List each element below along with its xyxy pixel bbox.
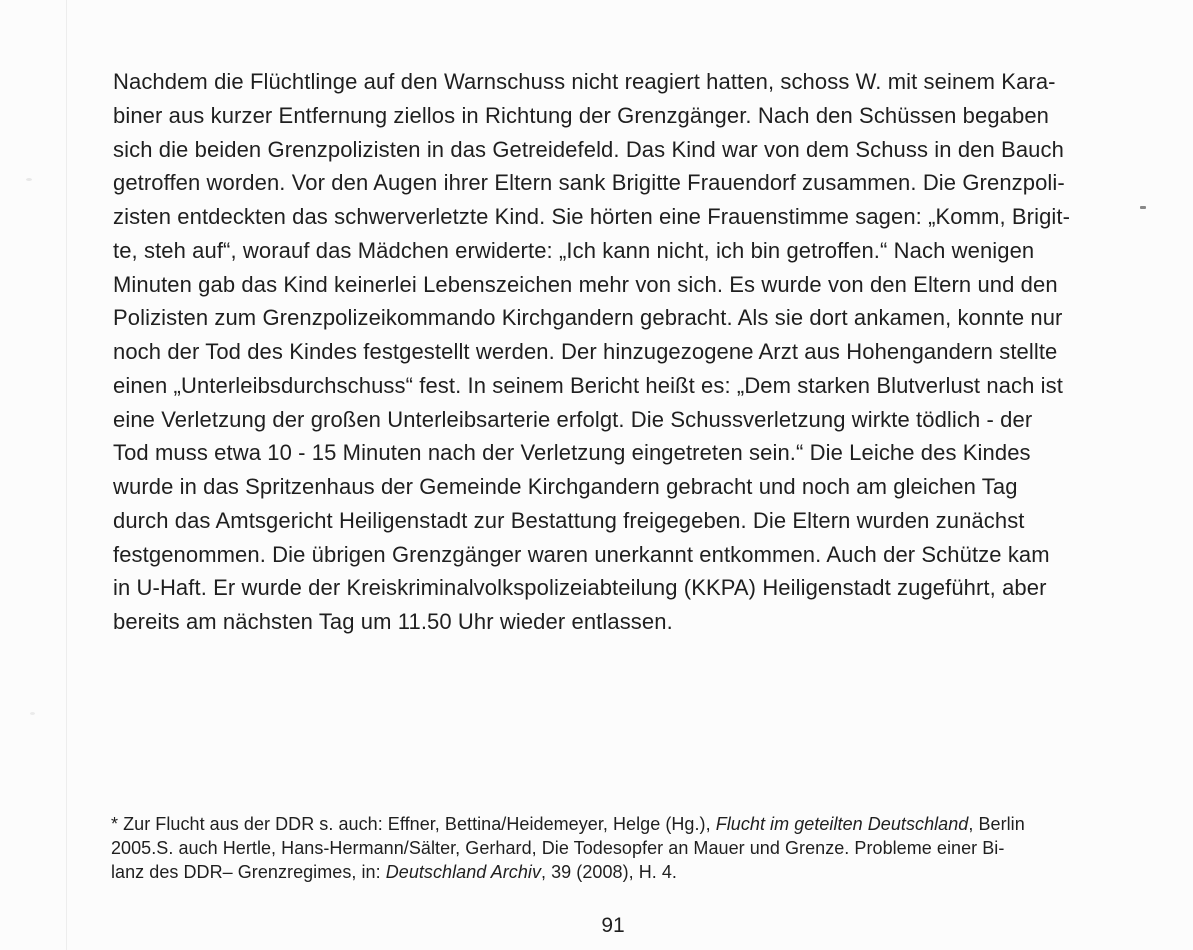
footnote-text: 2005.S. auch Hertle, Hans-Hermann/Sälter, Gerhard, Die Todesopfer an Mauer und Grenze. Probleme einer Bi- — [111, 837, 1005, 858]
footnote-italic-title: Flucht im geteilten Deutschland — [715, 814, 969, 834]
body-line: festgenommen. Die übrigen Grenzgänger waren unerkannt entkommen. Auch der Schütze kam — [113, 541, 1050, 567]
footnote-text: , Berlin — [968, 814, 1025, 834]
body-line: durch das Amtsgericht Heiligenstadt zur Bestattung freigegeben. Die Eltern wurden zunächst — [113, 507, 1025, 533]
footnote-italic-title: Deutschland Archiv — [385, 861, 542, 882]
body-line: eine Verletzung der großen Unterleibsarterie erfolgt. Die Schussverletzung wirkte tödlich - der — [113, 406, 1033, 432]
body-line: wurde in das Spritzenhaus der Gemeinde Kirchgandern gebracht und noch am gleichen Tag — [113, 474, 1018, 499]
scan-speck — [30, 712, 35, 715]
footnote-text: lanz des DDR– Grenzregimes, in: — [111, 861, 386, 882]
footnote — [111, 813, 1161, 884]
page-number: 91 — [601, 914, 625, 937]
body-line: einen „Unterleibsdurchschuss“ fest. In seinem Bericht heißt es: „Dem starken Blutverlust nach ist — [113, 372, 1063, 398]
footnote-text: * Zur Flucht aus der DDR s. auch: Effner, Bettina/Heidemeyer, Helge (Hg.), — [111, 814, 716, 834]
body-line: zisten entdeckten das schwerverletzte Kind. Sie hörten eine Frauenstimme sagen: „Komm, Brigit- — [113, 204, 1071, 229]
body-line: getroffen worden. Vor den Augen ihrer Eltern sank Brigitte Frauendorf zusammen. Die Grenzpoli- — [113, 170, 1065, 196]
footnote-line — [111, 837, 1161, 861]
footnote-line — [111, 861, 1161, 885]
body-line: bereits am nächsten Tag um 11.50 Uhr wieder entlassen. — [113, 609, 673, 634]
body-line: te, steh auf“, worauf das Mädchen erwiderte: „Ich kann nicht, ich bin getroffen.“ Nach wenigen — [113, 237, 1035, 263]
body-line: biner aus kurzer Entfernung ziellos in Richtung der Grenzgänger. Nach den Schüssen begaben — [113, 102, 1050, 128]
body-line: sich die beiden Grenzpolizisten in das Getreidefeld. Das Kind war von dem Schuss in den Bauch — [113, 136, 1064, 162]
body-line: Nachdem die Flüchtlinge auf den Warnschuss nicht reagiert hatten, schoss W. mit seinem Kara- — [113, 69, 1056, 94]
body-line: Tod muss etwa 10 - 15 Minuten nach der Verletzung eingetreten sein.“ Die Leiche des Kindes — [113, 440, 1031, 466]
footnote-text: , 39 (2008), H. 4. — [541, 861, 677, 882]
body-line: noch der Tod des Kindes festgestellt werden. Der hinzugezogene Arzt aus Hohengandern stellte — [113, 339, 1058, 364]
body-line: in U-Haft. Er wurde der Kreiskriminalvolkspolizeiabteilung (KKPA) Heiligenstadt zugeführt, aber — [113, 575, 1047, 601]
body-paragraph — [113, 65, 1153, 639]
page-number-row — [113, 913, 1113, 939]
scan-speck — [26, 178, 32, 181]
body-line: Polizisten zum Grenzpolizeikommando Kirchgandern gebracht. Als sie dort ankamen, konnte nur — [113, 305, 1063, 331]
footnote-line — [111, 813, 1161, 837]
scan-artifact-line — [66, 0, 67, 950]
body-line: Minuten gab das Kind keinerlei Lebenszeichen mehr von sich. Es wurde von den Eltern und den — [113, 271, 1058, 297]
